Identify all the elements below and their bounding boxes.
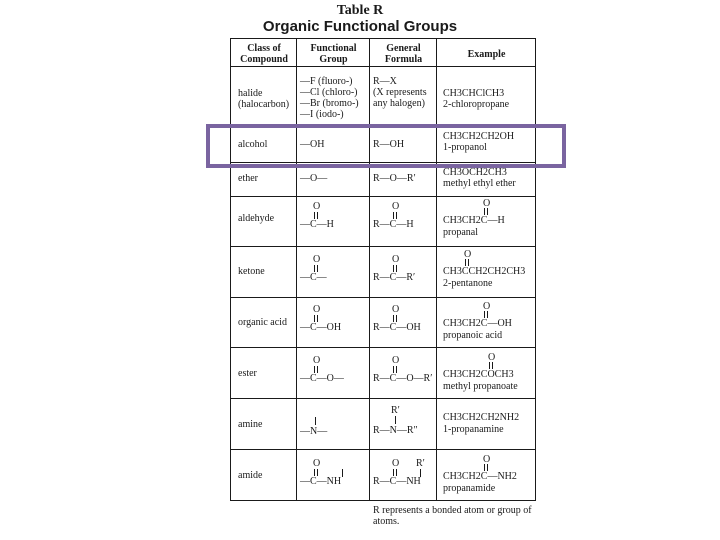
ether-group: —O— [300,173,328,184]
ether-example: CH3OCH2CH3 methyl ethyl ether [443,167,516,189]
amine-class: amine [238,419,263,430]
ester-class: ester [238,368,257,379]
halide-formula: R—X (X represents any halogen) [373,76,427,109]
header-class-of-compound: Class of Compound [240,43,288,65]
halide-group: —F (fluoro-) —Cl (chloro-) —Br (bromo-) —I (iodo-) [300,76,359,120]
alcohol-class: alcohol [238,139,268,150]
footnote: R represents a bonded atom or group of atoms. [373,505,532,527]
halide-class: halide (halocarbon) [238,88,290,110]
ether-formula: R—O—R′ [373,173,416,184]
ether-class: ether [238,173,258,184]
alcohol-formula: R—OH [373,139,405,150]
alcohol-row-highlight [206,124,566,168]
header-functional-group: Functional Group [310,43,357,65]
ketone-class: ketone [238,266,265,277]
aldehyde-class: aldehyde [238,213,275,224]
page-title: Table R [336,3,384,18]
halide-example: CH3CHClCH3 2-chloropropane [443,88,510,110]
amide-class: amide [238,470,263,481]
header-example: Example [467,49,506,60]
header-general-formula: General Formula [384,43,423,65]
page-subtitle: Organic Functional Groups [262,18,458,35]
organic-acid-class: organic acid [238,317,287,328]
alcohol-group: —OH [300,139,325,150]
alcohol-example: CH3CH2CH2OH 1-propanol [443,131,515,153]
